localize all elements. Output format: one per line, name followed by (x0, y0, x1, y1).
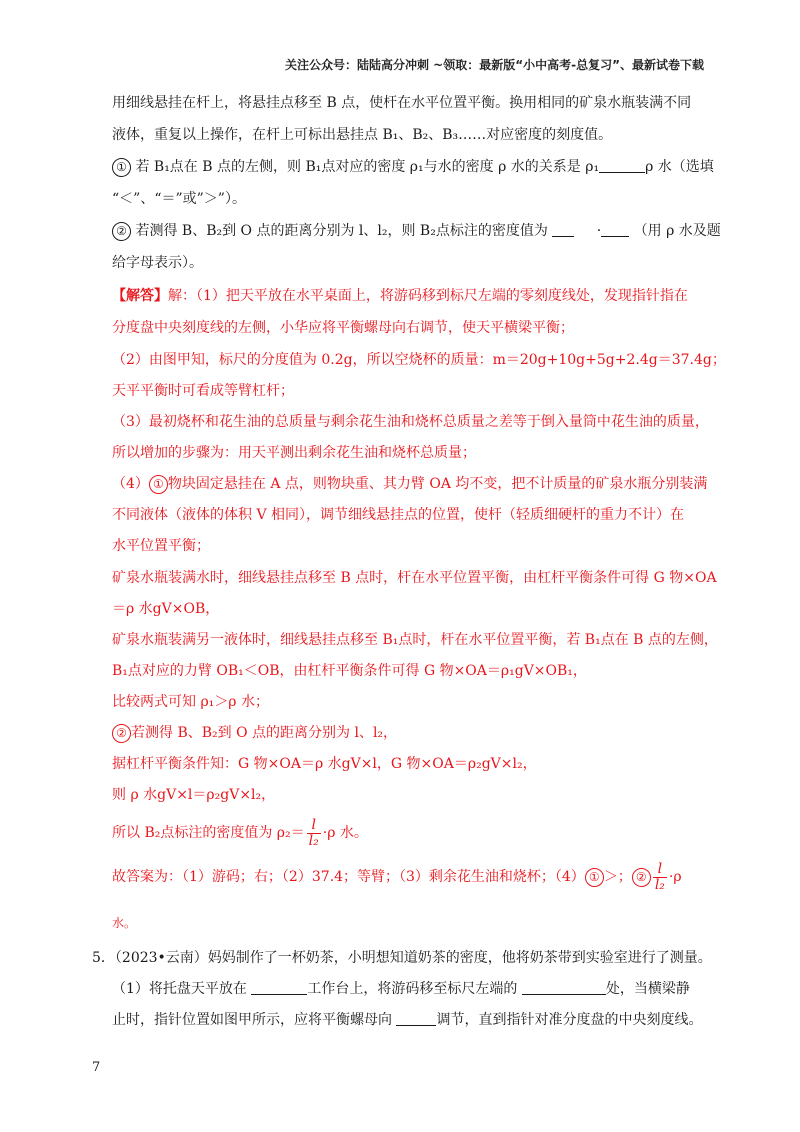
answer-blank[interactable] (601, 222, 629, 237)
answer-line: B₁点对应的力臂 OB₁＜OB，由杠杆平衡条件可得 G 物×OA＝ρ₁gV×OB₁， (112, 663, 587, 679)
question-5-part-1-cont: 止时，指针位置如图甲所示，应将平衡螺母向 调节，直到指针对准分度盘的中央刻度线。 (112, 1012, 703, 1028)
answer-line: 水平位置平衡； (112, 538, 210, 554)
circled-number-icon: ② (632, 868, 651, 887)
answer-line: 不同液体（液体的体积 V 相同），调节细线悬挂点的位置，使杆（轻质细硬杆的重力不计）在 (112, 507, 685, 523)
answer-label: 【解答】 (112, 288, 168, 304)
question-part-1: ① 若 B₁点在 B 点的左侧，则 B₁点对应的密度 ρ₁与水的密度 ρ 水的关系是 ρ₁ ρ 水（选填 (112, 157, 714, 177)
answer-line: 【解答】解：（1）把天平放在水平桌面上，将游码移到标尺左端的零刻度线处，发现指针指在 (112, 288, 688, 304)
answer-line: 水。 (112, 916, 137, 930)
text-line: 用细线悬挂在杆上，将悬挂点移至 B 点，使杆在水平位置平衡。换用相同的矿泉水瓶装满不同 (112, 95, 692, 111)
answer-line: ＝ρ 水gV×OB， (112, 601, 220, 617)
answer-line: 矿泉水瓶装满另一液体时，细线悬挂点移至 B₁点时，杆在水平位置平衡，若 B₁点在 B 点的左侧， (112, 632, 718, 648)
circled-number-icon: ② (112, 724, 131, 743)
circled-number-icon: ① (149, 475, 168, 494)
answer-blank[interactable] (396, 1011, 436, 1026)
answer-line: （4） ① 物块固定悬挂在 A 点，则物块重、其力臂 OA 均不变，把不计质量的矿泉水瓶分别装满 (112, 476, 708, 492)
text-line: “＜”、“＝”或”＞”）。 (112, 191, 246, 207)
fraction: $\frac{l}{\text{l₂}}$ (308, 816, 319, 849)
answer-line: 则 ρ 水gV×l＝ρ₂gV×l₂， (112, 787, 276, 803)
answer-blank[interactable] (552, 222, 574, 237)
answer-line: ② 若测得 B、B₂到 O 点的距离分别为 l、l₂， (112, 723, 397, 743)
answer-line: （2）由图甲知，标尺的分度值为 0.2g，所以空烧杯的质量：m＝20g+10g+5g+2.4g＝37.4g； (112, 352, 726, 368)
circled-number-icon: ② (112, 222, 131, 241)
text-line: 液体，重复以上操作，在杆上可标出悬挂点 B₁、B₂、B₃……对应密度的刻度值。 (112, 127, 613, 143)
page-header: 关注公众号：陆陆高分冲刺 ~领取：最新版“小中高考-总复习”、最新试卷下载 (285, 58, 704, 72)
final-answer-line: 故答案为：（1）游码；右；（2）37.4；等臂；（3）剩余花生油和烧杯；（4） ① ＞； ② $\frac{l}{\text{l₂}}$ ·ρ (112, 860, 682, 893)
circled-number-icon: ① (112, 158, 131, 177)
answer-line: 天平平衡时可看成等臂杠杆； (112, 383, 294, 399)
text-line: 给字母表示）。 (112, 255, 203, 271)
answer-line: 分度盘中央刻度线的左侧，小华应将平衡螺母向右调节，使天平横梁平衡； (112, 320, 574, 336)
answer-line: 所以增加的步骤为：用天平测出剩余花生油和烧杯总质量； (112, 445, 476, 461)
answer-line: 据杠杆平衡条件知：G 物×OA＝ρ 水gV×l，G 物×OA＝ρ₂gV×l₂， (112, 756, 537, 772)
answer-blank[interactable] (251, 980, 307, 995)
question-5-title: 5．（2023•云南）妈妈制作了一杯奶茶，小明想知道奶茶的密度，他将奶茶带到实验室进行了测量。 (92, 950, 712, 966)
answer-blank[interactable] (599, 158, 645, 173)
answer-line: 比较两式可知 ρ₁＞ρ 水； (112, 694, 269, 710)
answer-line: （3）最初烧杯和花生油的总质量与剩余花生油和烧杯总质量之差等于倒入量筒中花生油的质量， (112, 414, 709, 430)
page-number: 7 (92, 1060, 101, 1075)
answer-line: 所以 B₂点标注的密度值为 ρ₂＝ $\frac{l}{\text{l₂}}$ ·ρ 水。 (112, 816, 368, 849)
answer-line: 矿泉水瓶装满水时，细线悬挂点移至 B 点时，杆在水平位置平衡，由杠杆平衡条件可得 G 物×OA (112, 570, 717, 586)
question-part-2: ② 若测得 B、B₂到 O 点的距离分别为 l、l₂，则 B₂点标注的密度值为 · （用 ρ 水及题 (112, 221, 721, 241)
circled-number-icon: ① (585, 868, 604, 887)
answer-blank[interactable] (522, 980, 606, 995)
question-5-part-1: （1）将托盘天平放在 工作台上，将游码移至标尺左端的 处，当横梁静 (112, 981, 690, 997)
fraction: $\frac{l}{\text{l₂}}$ (654, 860, 665, 893)
